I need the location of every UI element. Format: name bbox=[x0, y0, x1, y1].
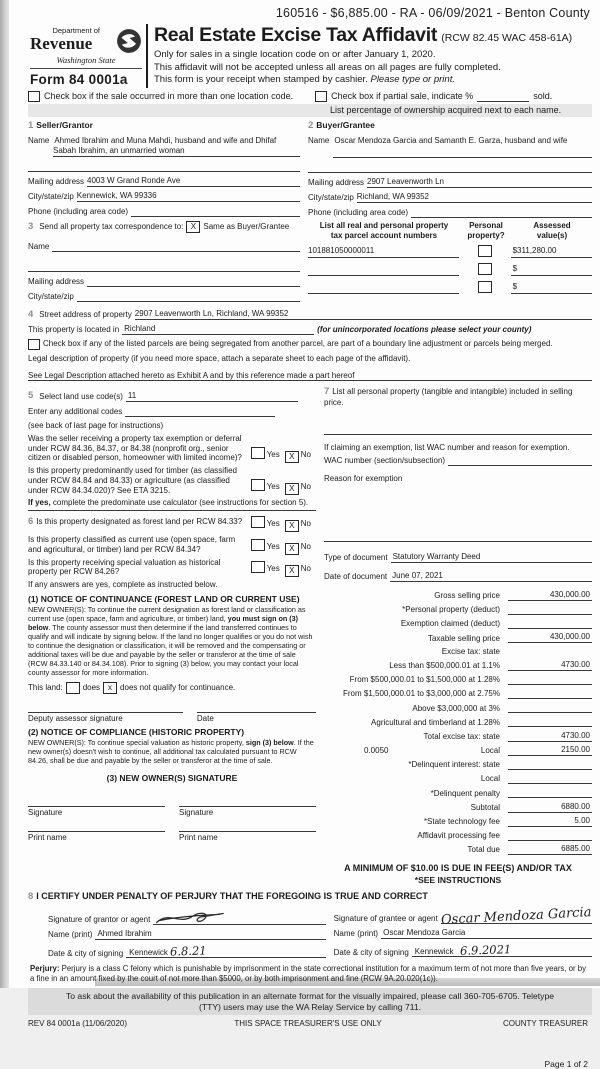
type-or-print-note: Please type or print. bbox=[370, 74, 455, 86]
tax-value[interactable]: 430,000.00 bbox=[508, 632, 592, 643]
tax-value[interactable] bbox=[508, 759, 592, 770]
notice1-body bbox=[28, 605, 316, 677]
located-in-note: (for unincorporated locations please select your county) bbox=[317, 325, 532, 335]
correspondence-name-field[interactable] bbox=[52, 241, 300, 252]
yes-label: Yes bbox=[266, 564, 280, 574]
tax-label: *State technology fee bbox=[423, 817, 500, 827]
form-number: Form 84 0001a bbox=[30, 71, 128, 87]
same-as-buyer-label: Same as Buyer/Grantee bbox=[203, 221, 290, 231]
print-name-label: Print name bbox=[28, 833, 67, 843]
scan-edge-left bbox=[0, 0, 9, 988]
revenue-wordmark: Revenue bbox=[30, 34, 93, 54]
personal-property-list-field[interactable] bbox=[324, 424, 592, 435]
local-rate-value: 0.0050 bbox=[364, 746, 389, 756]
see-back-note: (see back of last page for instructions) bbox=[28, 421, 164, 431]
tax-label: *Delinquent interest: state bbox=[408, 760, 500, 770]
s6-q2-yes-checkbox[interactable] bbox=[251, 539, 265, 551]
s6-q1-text: Is this property designated as forest land per RCW 84.33? bbox=[36, 517, 243, 527]
seller-phone-field[interactable] bbox=[131, 206, 300, 217]
parcel-row bbox=[308, 245, 592, 258]
street-address-label: Street address of property bbox=[39, 310, 132, 320]
buyer-phone-label: Phone (including area code) bbox=[308, 208, 409, 218]
tax-row-delinquent-penalty bbox=[324, 787, 592, 798]
segregated-label: Check box if any of the listed parcels are being segregated from another parcel, are part of a boundary line adjustment or parcels being merged. bbox=[43, 338, 553, 348]
yes-label: Yes bbox=[266, 541, 280, 551]
section1-title: Seller/Grantor bbox=[36, 120, 93, 131]
buyer-city-label: City/state/zip bbox=[308, 193, 354, 203]
section8-heading bbox=[28, 891, 592, 903]
date-of-document-value[interactable]: June 07, 2021 bbox=[390, 571, 592, 582]
tax-row-delinquent-interest-local bbox=[324, 773, 592, 784]
tax-row-tier1 bbox=[324, 660, 592, 671]
exemption-note: If claiming an exemption, list WAC number and reason for exemption. bbox=[324, 442, 570, 452]
tax-value[interactable] bbox=[508, 787, 592, 798]
partial-sale-suffix: sold. bbox=[533, 91, 553, 102]
section5-number: 5 bbox=[28, 390, 34, 402]
parcel-col-header-line1: List all real and personal property bbox=[319, 220, 449, 230]
grantee-date-city-value[interactable] bbox=[412, 943, 592, 958]
tax-value[interactable] bbox=[508, 716, 592, 727]
tax-label: Above $3,000,000 at 3% bbox=[412, 703, 500, 713]
signature-label: Signature bbox=[28, 807, 63, 817]
section3-number: 3 bbox=[28, 220, 34, 232]
new-owner-signature-line-1[interactable] bbox=[28, 806, 165, 818]
s6-q3-no-checkbox[interactable]: X bbox=[285, 565, 299, 577]
tax-label: From $1,500,000.01 to $3,000,000 at 2.75% bbox=[342, 689, 500, 699]
section3-label: Send all property tax correspondence to: bbox=[39, 221, 184, 231]
agency-logo-block bbox=[28, 24, 148, 88]
land-use-value[interactable]: 11 bbox=[126, 391, 298, 402]
s6-question2-answer bbox=[251, 539, 316, 555]
personal-property-checkbox-1[interactable] bbox=[478, 245, 492, 257]
page-number: Page 1 of 2 bbox=[544, 1059, 588, 1069]
tax-value[interactable]: 6885.00 bbox=[508, 844, 592, 855]
yes-label: Yes bbox=[266, 519, 280, 529]
buyer-name-value[interactable]: Oscar Mendoza Garcia and Samanth E. Garza, husband and wife bbox=[334, 135, 568, 145]
tax-row-personal-deduct bbox=[324, 604, 592, 615]
no-label: No bbox=[300, 541, 311, 551]
grantor-signature-icon bbox=[153, 909, 234, 927]
wac-number-label: WAC number (section/subsection) bbox=[324, 455, 446, 465]
tax-label: Taxable selling price bbox=[427, 633, 500, 643]
tax-label: From $500,000.01 to $1,500,000 at 1.28% bbox=[349, 675, 500, 685]
this-land-label: This land: bbox=[28, 683, 63, 693]
buyer-name-label: Name bbox=[308, 135, 330, 145]
tax-row-gross bbox=[324, 590, 592, 601]
tax-value[interactable] bbox=[508, 702, 592, 713]
treasurer-stamp: 160516 - $6,885.00 - RA - 06/09/2021 - Benton County bbox=[275, 6, 590, 20]
dor-logo-icon bbox=[116, 28, 142, 54]
header-note-1: Only for sales in a single location code on or after January 1, 2020. bbox=[154, 49, 436, 61]
form-header bbox=[28, 24, 592, 88]
section8-number: 8 bbox=[28, 891, 34, 903]
wac-number-field[interactable] bbox=[448, 455, 592, 466]
if-yes-bold: If yes, bbox=[28, 498, 51, 508]
notice2-post: . If the new owner(s) doesn't wish to continue, all additional tax calculated pursuant to RCW 84.26, shall be due and payable by the seller or transferor at the time of sale. bbox=[28, 738, 314, 766]
s6-q3-yes-checkbox[interactable] bbox=[251, 561, 265, 573]
notice2-pre: NEW OWNER(S): To continue special valuation as historic property, bbox=[28, 738, 246, 748]
tax-value[interactable]: 4730.00 bbox=[508, 731, 592, 742]
multi-location-checkbox[interactable] bbox=[28, 91, 40, 102]
land-does-not-checkbox[interactable]: x bbox=[103, 682, 117, 694]
tax-value bbox=[508, 647, 592, 657]
partial-sale-checkbox[interactable] bbox=[315, 91, 327, 102]
correspondence-city-label: City/state/zip bbox=[28, 291, 74, 301]
grantee-city-value: Kennewick bbox=[414, 946, 454, 956]
see-instructions-note: *SEE INSTRUCTIONS bbox=[414, 875, 502, 886]
grantor-signature-label: Signature of grantor or agent bbox=[48, 915, 151, 925]
parcel-row bbox=[308, 281, 592, 294]
perjury-bold: Perjury: bbox=[30, 964, 60, 974]
tax-label: *Personal property (deduct) bbox=[402, 605, 500, 615]
located-in-value[interactable]: Richland bbox=[122, 324, 314, 335]
parcel-row bbox=[308, 263, 592, 276]
correspondence-name-label: Name bbox=[28, 241, 50, 251]
correspondence-mailing-field[interactable] bbox=[87, 276, 300, 287]
segregated-checkbox[interactable] bbox=[28, 339, 40, 350]
grantee-signature-area[interactable] bbox=[440, 905, 592, 928]
tax-label: Agricultural and timberland at 1.28% bbox=[371, 717, 500, 727]
buyer-mailing-value[interactable]: 2907 Leavenworth Ln bbox=[367, 177, 592, 188]
seller-mailing-label: Mailing address bbox=[28, 177, 85, 187]
land-does-checkbox[interactable] bbox=[66, 682, 80, 694]
assessed-value-col-header-line1: Assessed bbox=[533, 220, 571, 230]
buyer-phone-field[interactable] bbox=[411, 207, 592, 218]
seller-phone-label: Phone (including area code) bbox=[28, 206, 129, 216]
s5-if-yes-note bbox=[28, 498, 316, 511]
tax-row-excise-state bbox=[324, 647, 592, 657]
tax-label: Total due bbox=[467, 845, 500, 855]
no-label: No bbox=[300, 450, 311, 460]
buyer-city-value[interactable]: Richland, WA 99352 bbox=[357, 192, 592, 203]
s6-q1-no-checkbox[interactable]: X bbox=[285, 520, 299, 532]
s5-question1-answer bbox=[251, 447, 316, 463]
section1-heading bbox=[28, 120, 300, 132]
seller-name-value-1[interactable]: Ahmed Ibrahim and Muna Mahdi, husband and wife and Dhifaf bbox=[54, 135, 277, 145]
s6-if-any-note: If any answers are yes, complete as instructed below. bbox=[28, 580, 218, 590]
s5-question2-text: Is this property predominantly used for timber (as classified under RCW 84.84 and 84.33) or agriculture (as classified under RCW 84.34.020)? See ETA 3215. bbox=[28, 466, 237, 495]
land-use-label: Select land use code(s) bbox=[39, 392, 123, 402]
tax-row-tier2 bbox=[324, 674, 592, 685]
tax-label: Local bbox=[480, 746, 500, 756]
section2-number: 2 bbox=[308, 120, 314, 132]
new-owner-print-name-line-2[interactable] bbox=[179, 831, 316, 843]
deputy-assessor-label: Deputy assessor signature bbox=[28, 714, 123, 724]
tax-value[interactable] bbox=[508, 618, 592, 629]
yes-label: Yes bbox=[266, 482, 280, 492]
does-not-label: does not qualify for continuance. bbox=[120, 683, 236, 693]
parcel-number-field[interactable] bbox=[308, 264, 459, 276]
tax-value[interactable] bbox=[508, 773, 592, 784]
tax-row-tier4 bbox=[324, 702, 592, 713]
tax-row-total-due bbox=[324, 844, 592, 855]
parcel-col-header-line2: tax parcel account numbers bbox=[330, 230, 438, 240]
tax-row-subtotal bbox=[324, 802, 592, 813]
grantor-date-city-value[interactable] bbox=[126, 944, 325, 959]
tax-label: Local bbox=[480, 774, 500, 784]
s5-q2-no-checkbox[interactable]: X bbox=[285, 483, 299, 495]
tax-row-local bbox=[324, 745, 592, 756]
dept-of-label: Department of bbox=[52, 26, 100, 36]
buyer-mailing-label: Mailing address bbox=[308, 178, 365, 188]
section1-number: 1 bbox=[28, 120, 34, 132]
legal-description-label: Legal description of property (if you need more space, attach a separate sheet to each page of the affidavit). bbox=[28, 353, 411, 363]
personal-property-checkbox-3[interactable] bbox=[478, 281, 492, 293]
header-note-2: This affidavit will not be accepted unless all areas on all pages are fully completed. bbox=[154, 61, 501, 73]
assessed-value-col-header-line2: value(s) bbox=[536, 230, 568, 240]
treasurer-use-only-label: THIS SPACE TREASURER'S USE ONLY bbox=[234, 1019, 382, 1029]
tax-row-taxable bbox=[324, 632, 592, 643]
s5-q2-yes-checkbox[interactable] bbox=[251, 479, 265, 491]
grantee-print-name-label: Name (print) bbox=[333, 928, 379, 938]
tax-row-delinquent-interest-state bbox=[324, 759, 592, 770]
section2-title: Buyer/Grantee bbox=[316, 120, 375, 131]
s6-question1-text bbox=[28, 516, 251, 532]
date-of-document-label: Date of document bbox=[324, 572, 388, 582]
tax-value[interactable] bbox=[508, 830, 592, 841]
s5-question1-text: Was the seller receiving a property tax exemption or deferral under RCW 84.36, 84.37, or 84.38 (nonprofit org., senior citizen or disabled person, homeowner with limited income)? bbox=[28, 433, 242, 463]
form-title-rcw: (RCW 82.45 WAC 458-61A) bbox=[441, 32, 573, 45]
certify-text: I CERTIFY UNDER PENALTY OF PERJURY THAT THE FOREGOING IS TRUE AND CORRECT bbox=[36, 891, 428, 902]
notice3-title: (3) NEW OWNER(S) SIGNATURE bbox=[106, 773, 238, 784]
footer bbox=[28, 1019, 592, 1029]
s6-question3-text: Is this property receiving special valuation as historical property per RCW 84.26? bbox=[28, 557, 221, 577]
additional-codes-label: Enter any additional codes bbox=[28, 407, 123, 417]
notice1-pre: NEW OWNER(S): To continue the current designation as forest land or classification as current use (open space, farm and agriculture, or timber) land, bbox=[28, 605, 306, 624]
grantor-print-name-value[interactable]: Ahmed Ibrahim bbox=[95, 929, 325, 940]
tax-value[interactable]: 4730.00 bbox=[508, 660, 592, 671]
seller-name-label: Name bbox=[28, 135, 50, 145]
parcel-number-value[interactable]: 101881050000011 bbox=[308, 246, 459, 258]
seller-city-value[interactable]: Kennewick, WA 99336 bbox=[77, 191, 300, 202]
s5-q1-yes-checkbox[interactable] bbox=[251, 447, 265, 459]
new-owner-signature-line-2[interactable] bbox=[179, 806, 316, 818]
personal-property-col-header-line2: property? bbox=[467, 230, 505, 240]
partial-sale-percent-field[interactable] bbox=[477, 91, 529, 102]
tax-label: Less than $500,000.01 at 1.1% bbox=[389, 660, 500, 670]
s6-q1-yes-checkbox[interactable] bbox=[251, 516, 265, 528]
tax-row-processing-fee bbox=[324, 830, 592, 841]
grantee-date-handwritten: 6.9.2021 bbox=[459, 941, 512, 958]
exemption-extra-field[interactable] bbox=[324, 531, 592, 542]
deputy-assessor-signature-line[interactable] bbox=[28, 712, 183, 724]
assessed-value[interactable]: $311,280.00 bbox=[511, 246, 592, 258]
tax-label: Excise tax: state bbox=[441, 646, 500, 656]
no-label: No bbox=[300, 519, 311, 529]
perjury-statement bbox=[28, 964, 592, 983]
tax-label: Gross selling price bbox=[434, 591, 500, 601]
buyer-name-field-2[interactable] bbox=[333, 147, 592, 158]
does-label: does bbox=[82, 683, 101, 693]
correspondence-name-extra-field[interactable] bbox=[28, 261, 300, 272]
s5-question2-answer bbox=[251, 479, 316, 495]
section4-number: 4 bbox=[28, 308, 34, 320]
perjury-text: Perjury is a class C felony which is punishable by imprisonment in the state correctional institution for a maximum term of not more than five years, or by a fine in an amount fixed by the court of not more than $5000, or by both imprisonment and fine (RCW 9A.20.020(1c)). bbox=[30, 964, 586, 983]
print-name-label: Print name bbox=[179, 833, 218, 843]
new-owner-print-name-line-1[interactable] bbox=[28, 831, 165, 843]
located-in-label: This property is located in bbox=[28, 325, 120, 335]
county-treasurer-label: COUNTY TREASURER bbox=[502, 1019, 588, 1029]
no-label: No bbox=[300, 482, 311, 492]
yes-label: Yes bbox=[266, 450, 280, 460]
seller-name-value-2[interactable]: Sabah Ibrahim, an unmarried woman bbox=[53, 146, 300, 157]
no-label: No bbox=[300, 564, 311, 574]
grantor-date-city-label: Date & city of signing bbox=[48, 948, 124, 958]
correspondence-mailing-label: Mailing address bbox=[28, 276, 85, 286]
tax-row-exemption-deduct bbox=[324, 618, 592, 629]
seller-mailing-value[interactable]: 4003 W Grand Ronde Ave bbox=[87, 176, 300, 187]
personal-property-col-header-line1: Personal bbox=[469, 220, 503, 230]
notice2-bold: sign (3) below bbox=[245, 738, 294, 748]
notice1-title: (1) NOTICE OF CONTINUANCE (FOREST LAND OR CURRENT USE) bbox=[28, 593, 300, 604]
parcel-number-field[interactable] bbox=[308, 282, 459, 294]
notice1-bold: you must sign on (3) below bbox=[28, 614, 299, 633]
rev-form-number: REV 84 0001a (11/06/2020) bbox=[28, 1019, 128, 1029]
grantee-signature-label: Signature of grantee or agent bbox=[333, 914, 438, 924]
tax-value[interactable] bbox=[508, 674, 592, 685]
tax-value[interactable] bbox=[508, 604, 592, 615]
street-address-value[interactable]: 2907 Leavenworth Ln, Richland, WA 99352 bbox=[135, 309, 592, 320]
reason-for-exemption-field[interactable] bbox=[324, 483, 592, 527]
grantor-print-name-label: Name (print) bbox=[48, 929, 93, 939]
accessibility-note: To ask about the availability of this publication in an alternate format for the visually impaired, please call 360-705-6705. Teletype (TTY) users may use the WA Relay Service by calling 711. bbox=[28, 988, 592, 1015]
grantor-signature-area[interactable] bbox=[153, 909, 325, 925]
tax-label: Subtotal bbox=[470, 802, 500, 812]
notice2-title: (2) NOTICE OF COMPLIANCE (HISTORIC PROPERTY) bbox=[28, 726, 245, 737]
same-as-buyer-checkbox[interactable]: X bbox=[186, 221, 200, 233]
tax-row-tier3 bbox=[324, 688, 592, 699]
type-of-document-label: Type of document bbox=[324, 553, 388, 563]
grantor-date-handwritten: 6.8.21 bbox=[169, 942, 207, 959]
notice2-body bbox=[28, 738, 316, 765]
minimum-fee-note: A MINIMUM OF $10.00 IS DUE IN FEE(S) AND/OR TAX bbox=[344, 863, 572, 874]
assessed-value-field[interactable]: $ bbox=[511, 264, 592, 276]
correspondence-city-field[interactable] bbox=[77, 291, 300, 302]
tax-value[interactable]: 5.00 bbox=[508, 816, 592, 827]
section6-number: 6 bbox=[28, 516, 34, 528]
washington-state-label: Washington State bbox=[30, 55, 142, 68]
s6-question2-text: Is this property classified as current use (open space, farm and agricultural, or timber) land per RCW 84.34? bbox=[28, 535, 236, 554]
assessed-value-field[interactable]: $ bbox=[511, 282, 592, 294]
notice1-post: . The county assessor must then determine if the land transferred continues to qualify and will indicate by signing below. If the land no longer qualifies or you do not wish to continue the designation or classification, it will be removed and the compensating or additional taxes will be due and payable by the seller or transferor at the time of sale (RCW 84.33.140 or 84.34.108). Prior to signing (3) below, you may contact your local county assessor for more information. bbox=[28, 623, 313, 678]
deputy-date-label: Date bbox=[196, 714, 214, 724]
s6-question3-answer bbox=[251, 561, 316, 577]
header-note-3-text: This form is your receipt when stamped by cashier. bbox=[154, 74, 371, 86]
grantor-city-value: Kennewick bbox=[129, 947, 168, 957]
section7-number: 7 bbox=[324, 386, 330, 398]
deputy-date-line[interactable] bbox=[197, 712, 316, 724]
s5-q1-no-checkbox[interactable]: X bbox=[285, 451, 299, 463]
s7-label: List all personal property (tangible and intangible) included in selling price. bbox=[324, 387, 573, 408]
multi-location-label: Check box if the sale occurred in more than one location code. bbox=[44, 91, 294, 102]
ownership-percentage-note: List percentage of ownership acquired next to each name. bbox=[28, 104, 592, 117]
parcel-table-header bbox=[308, 221, 592, 241]
tax-value[interactable]: 2150.00 bbox=[508, 745, 592, 756]
grantee-signature-handwritten: Oscar Mendoza Garcia bbox=[440, 905, 592, 928]
personal-property-checkbox-2[interactable] bbox=[478, 263, 492, 275]
section7-text bbox=[324, 386, 592, 407]
tax-value[interactable]: 6880.00 bbox=[508, 802, 592, 813]
tax-row-agricultural bbox=[324, 716, 592, 727]
tax-row-technology-fee bbox=[324, 816, 592, 827]
tax-value[interactable]: 430,000.00 bbox=[508, 590, 592, 601]
tax-label: Total excise tax: state bbox=[423, 731, 500, 741]
additional-codes-field[interactable] bbox=[125, 406, 275, 417]
tax-label: *Delinquent penalty bbox=[430, 788, 500, 798]
tax-value[interactable] bbox=[508, 688, 592, 699]
s6-q2-no-checkbox[interactable]: X bbox=[285, 543, 299, 555]
form-title: Real Estate Excise Tax Affidavit bbox=[154, 24, 438, 47]
tax-label: Exemption claimed (deduct) bbox=[400, 619, 500, 629]
header-note-3 bbox=[154, 74, 592, 86]
tax-label: Affidavit processing fee bbox=[417, 831, 500, 841]
grantee-date-city-label: Date & city of signing bbox=[333, 947, 409, 957]
buyer-name-extra-field[interactable] bbox=[308, 162, 592, 173]
reason-for-exemption-label: Reason for exemption bbox=[324, 473, 403, 483]
type-of-document-value[interactable]: Statutory Warranty Deed bbox=[391, 552, 592, 563]
section2-heading bbox=[308, 120, 592, 132]
if-yes-text: complete the predominate use calculator (see instructions for section 5). bbox=[50, 498, 309, 508]
seller-city-label: City/state/zip bbox=[28, 191, 74, 201]
seller-name-extra-field[interactable] bbox=[28, 161, 300, 172]
partial-sale-label: Check box if partial sale, indicate % bbox=[331, 91, 474, 102]
legal-description-value[interactable]: See Legal Description attached hereto as Exhibit A and by this reference made a part hereof bbox=[28, 371, 592, 382]
tax-row-total-state bbox=[324, 731, 592, 742]
grantee-print-name-value[interactable]: Oscar Mendoza Garcia bbox=[381, 928, 592, 939]
s6-question1-answer bbox=[251, 516, 316, 532]
signature-label: Signature bbox=[179, 807, 214, 817]
